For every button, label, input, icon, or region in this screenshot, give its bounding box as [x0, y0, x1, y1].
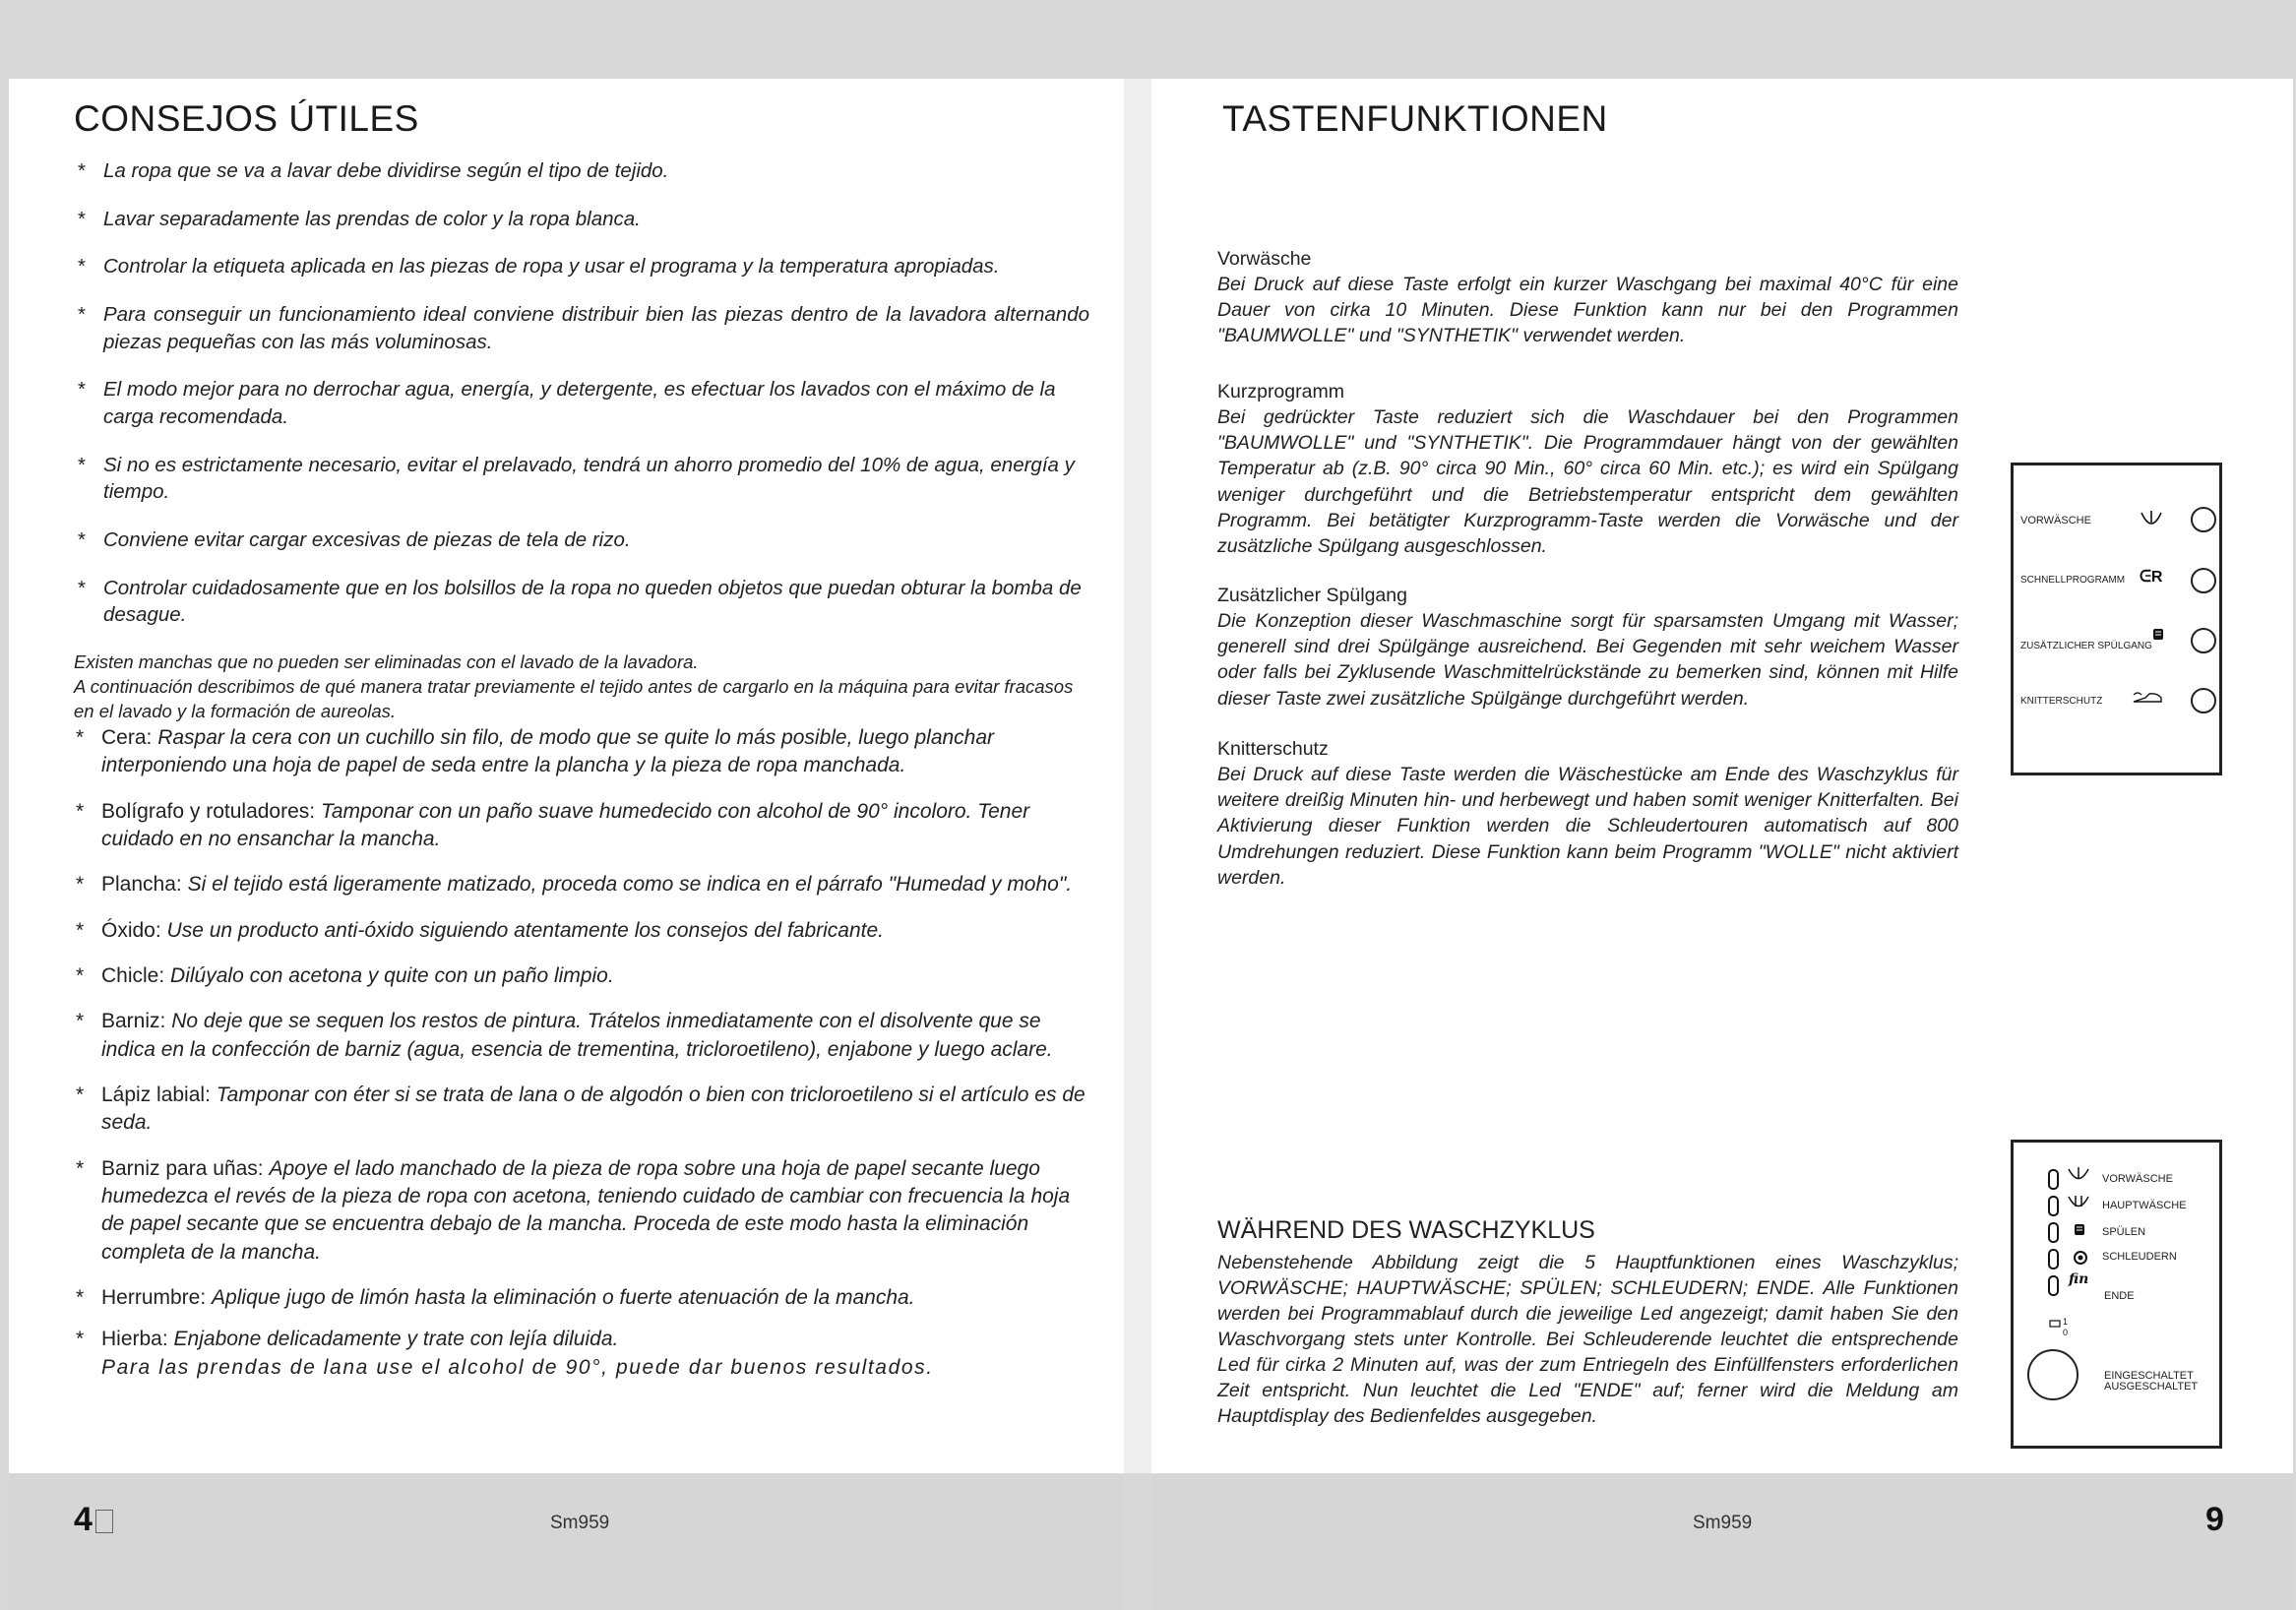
stain-item: * Lápiz labial: Tamponar con éter si se trata de lana o de algodón o bien con tricloroetileno si el artículo es de seda.: [76, 1084, 1086, 1135]
tip-item: * La ropa que se va a lavar debe dividirse según el tipo de tejido.: [78, 159, 669, 182]
note-line-2: A continuación describimos de qué manera tratar previamente el tejido antes de cargarlo en la máquina para evitar fracasos en el lavado y la formación de aureolas.: [74, 676, 1074, 721]
stain-desc: Aplique jugo de limón hasta la eliminación o fuerte atenuación de la mancha.: [212, 1286, 915, 1310]
stain-name: Herrumbre:: [101, 1286, 207, 1310]
stain-name: Bolígrafo y rotuladores:: [101, 799, 316, 823]
led-indicator: [2048, 1196, 2059, 1216]
prewash-button[interactable]: [2191, 507, 2216, 532]
section-zusaetzlicher-spuelgang: [1217, 583, 1958, 712]
main-wash-icon: [2065, 1194, 2092, 1216]
stain-item: * Hierba: Enjabone delicadamente y trate con lejía diluida.: [76, 1328, 619, 1351]
stain-desc: Raspar la cera con un cuchillo sin filo, de modo que se quite lo más posible, luego planchar interponiendo una hoja de papel de seda entre la plancha y la pieza de ropa manchada.: [101, 725, 995, 777]
right-model-label: Sm959: [1693, 1513, 1753, 1533]
stain-desc: Apoye el lado manchado de la pieza de ropa sobre una hoja de papel secante luego humedezca el revés de la pieza de ropa con acetona, teniendo cuidado de cambiar con frecuencia la hoja de papel secante que se encuentra debajo de la mancha. Proceda de este modo hasta la eliminación completa de la mancha.: [101, 1156, 1071, 1264]
stain-desc: Tamponar con éter si se trata de lana o de algodón o bien con tricloroetileno si el artículo es de seda.: [101, 1084, 1086, 1135]
tip-text: Lavar separadamente las prendas de color y la ropa blanca.: [103, 207, 641, 230]
final-line: Para las prendas de lana use el alcohol de 90°, puede dar buenos resultados.: [101, 1355, 934, 1379]
led-label: SCHLEUDERN: [2102, 1251, 2177, 1263]
right-page-number: 9: [2205, 1501, 2224, 1538]
tips-list: [66, 157, 1089, 1382]
tip-text: El modo mejor para no derrochar agua, energía, y detergente, es efectuar los lavados con el máximo de la carga recomendada.: [103, 378, 1056, 429]
section-heading: Zusätzlicher Spülgang: [1217, 585, 1407, 606]
stain-item: * Bolígrafo y rotuladores: Tamponar con un paño suave humedecido con alcohol de 90° incoloro. Tener cuidado en no ensanchar la mancha.: [76, 799, 1030, 850]
stain-name: Barniz para uñas:: [101, 1156, 264, 1180]
tip-text: Conviene evitar cargar excesivas de piezas de tela de rizo.: [103, 528, 631, 552]
left-footer: [9, 1473, 1124, 1610]
anti-crease-icon: [2132, 689, 2165, 710]
left-page-number: [74, 1501, 113, 1539]
stain-name: Barniz:: [101, 1010, 166, 1033]
power-on-label: EINGESCHALTET: [2104, 1370, 2194, 1382]
stain-note: [66, 650, 1089, 724]
led-label: ENDE: [2104, 1290, 2135, 1302]
button-label: ZUSÄTZLICHER SPÜLGANG: [2020, 641, 2152, 651]
tip-item: * Controlar cuidadosamente que en los bolsillos de la ropa no queden objetos que puedan obturar la bomba de desague.: [78, 576, 1082, 627]
stain-name: Hierba:: [101, 1328, 168, 1351]
stain-desc: Tamponar con un paño suave humedecido con alcohol de 90° incoloro. Tener cuidado en no ensanchar la mancha.: [101, 799, 1030, 850]
end-icon: fin: [2069, 1271, 2089, 1287]
section-body: Bei gedrückter Taste reduziert sich die Waschdauer bei den Programmen "BAUMWOLLE" und "SYNTHETIK". Die Programmdauer hängt von der gewählten Temperatur ab (z.B. 90° circa 90 Min., 60° circa 60 Min. etc.); es wird ein Spülgang weniger durchgeführt und die Betriebstemperatur entspricht dem gewählten Programm. Bei betätigter Kurzprogramm-Taste werden die Vorwäsche und der zusätzliche Spülgang ausgeschlossen.: [1217, 406, 1958, 557]
button-label: KNITTERSCHUTZ: [2020, 696, 2103, 707]
left-model-label: Sm959: [550, 1513, 610, 1533]
tip-item: * Si no es estrictamente necesario, evitar el prelavado, tendrá un ahorro promedio del 10% de agua, energía y tiempo.: [78, 453, 1075, 504]
quick-program-button[interactable]: [2191, 568, 2216, 593]
note-line-1: Existen manchas que no pueden ser eliminadas con el lavado de la lavadora.: [74, 651, 699, 673]
stain-item: * Barniz para uñas: Apoye el lado manchado de la pieza de ropa sobre una hoja de papel secante luego humedezca el revés de la pieza de ropa con acetona, teniendo cuidado de cambiar con frecuencia la hoja de papel secante que se encuentra debajo de la mancha. Proceda de este modo hasta la eliminación completa de la mancha.: [76, 1156, 1071, 1264]
tip-text: La ropa que se va a lavar debe dividirse según el tipo de tejido.: [103, 159, 669, 182]
tip-item: * Conviene evitar cargar excesivas de piezas de tela de rizo.: [78, 528, 631, 552]
stain-name: Chicle:: [101, 964, 165, 988]
section-body: Bei Druck auf diese Taste werden die Wäschestücke am Ende des Waschzyklus für weitere dreißig Minuten hin- und herbewegt und haben somit weniger Knitterfalten. Bei Aktivierung dieser Funktion werden die Schleudertouren automatisch auf 800 Umdrehungen reduziert. Diese Funktion kann beim Programm "WOLLE" nicht aktiviert werden.: [1217, 764, 1958, 889]
stain-item: * Barniz: No deje que se sequen los restos de pintura. Trátelos inmediatamente con el disolvente que se indica en la confección de barniz (agua, esencia de trementina, tricloroetileno), enjabone y luego aclare.: [76, 1010, 1053, 1061]
section-heading: Knitterschutz: [1217, 738, 1329, 760]
section-vorwaesche: [1217, 246, 1958, 349]
button-label: VORWÄSCHE: [2020, 515, 2091, 526]
right-footer: [1151, 1473, 2293, 1610]
section-waschzyklus: [1217, 1214, 1958, 1429]
led-label: VORWÄSCHE: [2102, 1173, 2173, 1185]
section-body: Die Konzeption dieser Waschmaschine sorgt für sparsamsten Umgang mit Wasser; generell sind drei Spülgänge ausreichend. Bei Gegenden mit sehr weichem Wasser oder falls bei Zyklusende Waschmittelrückstände zu bemerken sind, können mit Hilfe dieser Taste zwei zusätzliche Spülgänge durchgeführt werden.: [1217, 610, 1958, 710]
led-label: HAUPTWÄSCHE: [2102, 1200, 2187, 1211]
stain-desc: Si el tejido está ligeramente matizado, proceda como se indica en el párrafo "Humedad y moho".: [187, 873, 1073, 897]
led-label: SPÜLEN: [2102, 1226, 2146, 1238]
prewash-icon: [2065, 1166, 2092, 1189]
page-marker-box: [95, 1510, 113, 1533]
extra-rinse-button[interactable]: [2191, 628, 2216, 653]
stain-name: Cera:: [101, 725, 153, 749]
stain-desc: Use un producto anti-óxido siguiendo atentamente los consejos del fabricante.: [166, 918, 885, 942]
stain-item: * Plancha: Si el tejido está ligeramente matizado, proceda como se indica en el párrafo "Humedad y moho".: [76, 873, 1073, 897]
spin-icon: [2073, 1250, 2088, 1270]
led-indicator: [2048, 1249, 2059, 1269]
power-button[interactable]: [2027, 1349, 2079, 1400]
right-page-title: TASTENFUNKTIONEN: [1222, 98, 1608, 139]
stain-item: * Chicle: Dilúyalo con acetona y quite con un paño limpio.: [76, 964, 614, 988]
led-panel: [2011, 1140, 2222, 1449]
tip-item: * Controlar la etiqueta aplicada en las piezas de ropa y usar el programa y la temperatura apropiadas.: [78, 255, 1000, 279]
tip-text: Para conseguir un funcionamiento ideal conviene distribuir bien las piezas dentro de la lavadora alternando piezas pequeñas con las más voluminosas.: [103, 303, 1089, 353]
stain-name: Óxido:: [101, 918, 161, 942]
left-page-title: CONSEJOS ÚTILES: [74, 98, 419, 139]
stain-item: * Cera: Raspar la cera con un cuchillo sin filo, de modo que se quite lo más posible, luego planchar interponiendo una hoja de papel de seda entre la plancha y la pieza de ropa manchada.: [76, 725, 995, 777]
button-label: SCHNELLPROGRAMM: [2020, 575, 2126, 586]
stain-name: Plancha:: [101, 873, 182, 897]
power-marks: 1 0: [2063, 1317, 2069, 1337]
section-heading: WÄHREND DES WASCHZYKLUS: [1217, 1216, 1595, 1244]
prewash-icon: [2140, 509, 2163, 533]
rinse-icon: [2073, 1223, 2086, 1242]
section-body: Bei Druck auf diese Taste erfolgt ein kurzer Waschgang bei maximal 40°C für eine Dauer von cirka 10 Minuten. Diese Funktion kann nur bei den Programmen "BAUMWOLLE" und "SYNTHETIK" verwendet werden.: [1217, 274, 1958, 347]
tip-text: Si no es estrictamente necesario, evitar el prelavado, tendrá un ahorro promedio del 10% de agua, energía y tiempo.: [103, 453, 1075, 504]
tip-text: Controlar la etiqueta aplicada en las piezas de ropa y usar el programa y la temperatura apropiadas.: [103, 255, 1000, 279]
section-heading: Kurzprogramm: [1217, 381, 1344, 402]
anti-crease-button[interactable]: [2191, 688, 2216, 713]
section-heading: Vorwäsche: [1217, 248, 1312, 270]
extra-rinse-icon: [2151, 627, 2165, 648]
tip-text: Controlar cuidadosamente que en los bolsillos de la ropa no queden objetos que puedan obturar la bomba de desague.: [103, 576, 1082, 627]
tip-item: * Para conseguir un funcionamiento ideal conviene distribuir bien las piezas dentro de la lavadora alternando piezas pequeñas con las más voluminosas.: [78, 303, 1089, 353]
led-indicator: [2048, 1222, 2059, 1243]
power-icon: [2049, 1320, 2061, 1330]
top-bar: [9, 0, 2293, 79]
page-gutter: [1124, 79, 1151, 1473]
page-number-text: 4: [74, 1501, 93, 1538]
led-indicator: [2048, 1169, 2059, 1190]
power-label: [2104, 1371, 2198, 1393]
stain-name: Lápiz labial:: [101, 1084, 211, 1107]
stain-desc: Enjabone delicadamente y trate con lejía diluida.: [173, 1328, 619, 1351]
stain-desc: Dilúyalo con acetona y quite con un paño limpio.: [170, 964, 614, 988]
tip-item: * Lavar separadamente las prendas de color y la ropa blanca.: [78, 207, 641, 230]
button-panel: [2011, 463, 2222, 775]
stain-item: * Herrumbre: Aplique jugo de limón hasta la eliminación o fuerte atenuación de la mancha.: [76, 1286, 915, 1310]
stain-desc: No deje que se sequen los restos de pintura. Trátelos inmediatamente con el disolvente que se indica en la confección de barniz (agua, esencia de trementina, tricloroetileno), enjabone y luego aclare.: [101, 1010, 1053, 1061]
led-indicator: [2048, 1275, 2059, 1296]
section-body: Nebenstehende Abbildung zeigt die 5 Hauptfunktionen eines Waschzyklus; VORWÄSCHE; HAUPTWÄSCHE; SPÜLEN; SCHLEUDERN; ENDE. Alle Funktionen werden bei Programmablauf durch die jeweilige Led angezeigt; damit haben Sie den Waschvorgang stets unter Kontrolle. Bei Schleuderende leuchtet die entsprechende Led für cirka 2 Minuten auf, was der zum Entriegeln des Einfüllfensters erforderlichen Zeit entspricht. Nun leuchtet die Led "ENDE" auf; ferner wird die Meldung am Hauptdisplay des Bedienfeldes ausgegeben.: [1217, 1251, 1958, 1428]
power-off-label: AUSGESCHALTET: [2104, 1381, 2199, 1393]
section-knitterschutz: [1217, 736, 1958, 891]
quick-program-icon: ᕮR: [2140, 569, 2163, 586]
stain-item: * Óxido: Use un producto anti-óxido siguiendo atentamente los consejos del fabricante.: [76, 918, 885, 942]
section-kurzprogramm: [1217, 379, 1958, 559]
tip-item: * El modo mejor para no derrochar agua, energía, y detergente, es efectuar los lavados con el máximo de la carga recomendada.: [78, 378, 1056, 429]
